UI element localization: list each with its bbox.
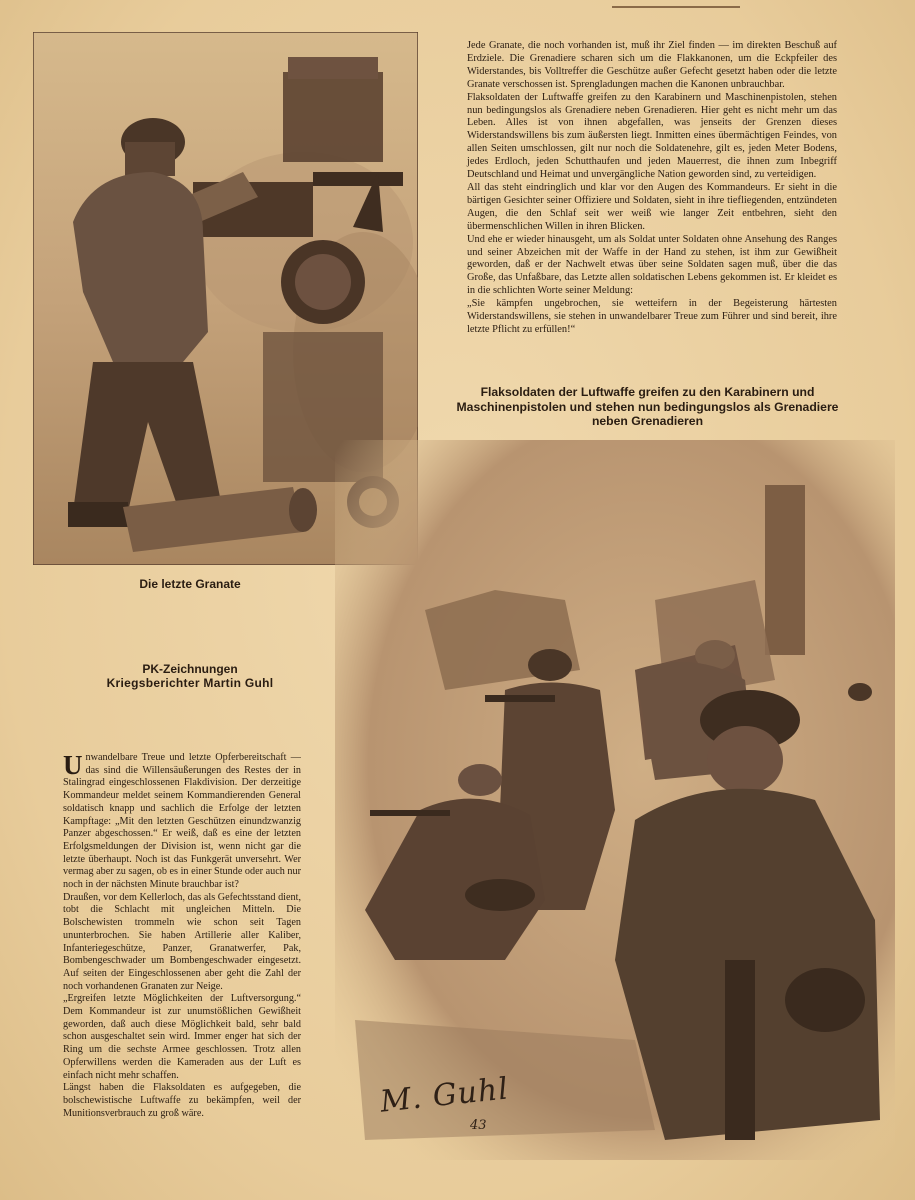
paragraph: „Ergreifen letzte Möglichkeiten der Luftversorgung.“ Dem Kommandeur ist zur unumstößlichen Gewißheit geworden, daß auch diese Möglichkeit bald, sehr bald schon ausgeschaltet sein wird. Immer enger hat sich der Ring um die sechste Armee geschlossen. Trotz allen Opferwillens werden die Kameraden aus der Luft es einfach nicht mehr schaffen. — [63, 993, 301, 1081]
article-top-column — [467, 40, 837, 337]
caption-last-shell: Die letzte Granate — [139, 577, 241, 591]
paragraph: Längst haben die Flaksoldaten es aufgegeben, die bolschewistische Luftwaffe zu bekämpfen, weil der Munitionsverbrauch zu groß wäre. — [63, 1082, 301, 1119]
paragraph: Und ehe er wieder hinausgeht, um als Soldat unter Soldaten ohne Ansehung des Ranges und seiner Abzeichen mit der Waffe in der Hand zu stehen, ist ihm zur Gewißheit geworden, daß er der Nachwelt etwas über seine Soldaten sagen muß, über die das Große, das Unfaßbare, das Letzte allen soldatischen Lebens gekommen ist. Er kleidet es in die schlichten Worte seiner Meldung: — [467, 233, 837, 297]
artist-signature-initials: 43 — [470, 1118, 487, 1133]
caption-flak-soldiers: Flaksoldaten der Luftwaffe greifen zu den Karabinern und Maschinenpistolen und stehen nun bedingungslos als Grenadiere neben Grenadieren — [456, 385, 839, 428]
article-left-column — [63, 752, 301, 1120]
paragraph: All das steht eindringlich und klar vor den Augen des Kommandeurs. Er sieht in die bärtigen Gesichter seiner Offiziere und Soldaten, sieht in ihre tiefliegenden, entzündeten Augen, die den Schlaf seit wer weiß wie langer Zeit entbehren, sieht den übermenschlichen Willen in ihren Blicken. — [467, 181, 837, 232]
credit-line-drawings: PK-Zeichnungen — [142, 662, 238, 676]
paragraph: Jede Granate, die noch vorhanden ist, muß ihr Ziel finden — im direkten Beschuß auf Erdziele. Die Grenadiere scharen sich um die Flakkanonen, um die Eckpfeiler des Widerstandes, bis Volltreffer die Geschütze außer Gefecht gesetzt haben oder die letzte Granate verschossen ist. Sprengladungen machen die Kanonen unbrauchbar. — [467, 40, 837, 90]
paragraph — [63, 752, 301, 892]
paragraph: „Sie kämpfen ungebrochen, sie wetteifern in der Begeisterung härtesten Widerstandswillens, sie stehen in unwandelbarer Treue zum Führer und sind bereit, ihre letzte Pflicht zu erfüllen!“ — [467, 298, 837, 335]
illustration-flak-soldiers — [335, 440, 895, 1160]
paragraph: Draußen, vor dem Kellerloch, das als Gefechtsstand dient, tobt die Schlacht mit ungleichen Mitteln. Die Bolschewisten trommeln wie schon seit Tagen ununterbrochen. Sie haben Artillerie aller Kaliber, Infanteriegeschütze, Panzer, Granatwerfer, Pak, Bombengeschwader um Bombengeschwader eingesetzt. Auf seiten der Eingeschlossenen aber geht die Zahl der noch vorhandenen Granaten zur Neige. — [63, 891, 301, 992]
top-rule — [612, 6, 740, 8]
paragraph: Flaksoldaten der Luftwaffe greifen zu den Karabinern und Maschinenpistolen, stehen nun bedingungslos als Grenadiere neben Grenadieren. Hier geht es nicht mehr um das Leben. Alles ist von ihnen abgefallen, was jenseits der Grenzen dieses Widerstandswillens bis zum äußersten liegt. Inmitten eines übermächtigen Feindes, von allen Seiten umschlossen, gilt nur noch die Soldatenehre, gilt es, jeden Meter Bodens, jedes Erdloch, jeden Schutthaufen und jeden Mauerrest, die ihnen zum Inbegriff Deutschland und Heimat und unvergängliche Nation geworden sind, zu verteidigen. — [467, 91, 837, 181]
artist-signature: M. Guhl — [378, 1071, 511, 1120]
paragraph-text: nwandelbare Treue und letzte Opferbereitschaft — das sind die Willensäußerungen des Restes der in Stalingrad eingeschlossenen Flakdivision. Der derzeitige Kommandeur meldet seinem Kommandierenden General soldatisch knapp und sachlich die Erfolge der letzten Kampftage: „Mit den letzten Geschützen einundzwanzig Panzer abgeschossen.“ Er weiß, daß es eine der letzten Erfolgsmeldungen der Division ist, wenn nicht gar die letzte überhaupt. Noch ist das Funkgerät unversehrt. Wer vermag aber zu sagen, ob es in einer Stunde oder auch nur noch in der nächsten Minute brauchbar ist? — [63, 752, 301, 891]
drop-cap: U — [63, 750, 83, 780]
credit-line-reporter: Kriegsberichter Martin Guhl — [106, 676, 274, 690]
